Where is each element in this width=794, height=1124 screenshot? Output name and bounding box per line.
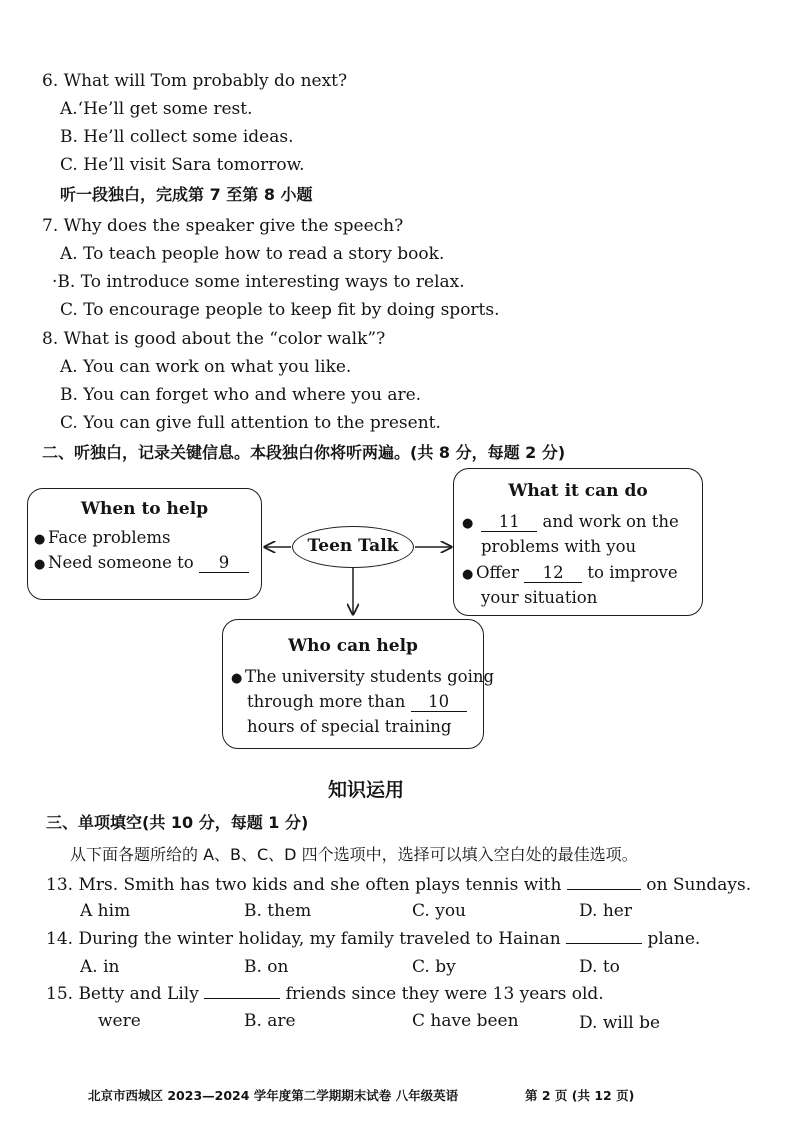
monologue-instruction: 听一段独白，完成第 7 至第 8 小题	[60, 185, 313, 204]
footer-exam-info: 北京市西城区 2023—2024 学年度第二学期期末试卷 八年级英语	[88, 1088, 459, 1103]
teen-talk-node	[292, 526, 414, 568]
q15-option-b: B. are	[244, 1011, 296, 1031]
q8-option-b: B. You can forget who and where you are.	[60, 385, 422, 405]
q7-option-c: C. To encourage people to keep fit by doing sports.	[60, 300, 500, 320]
section2-heading: 二、听独白，记录关键信息。本段独白你将听两遍。(共 8 分，每题 2 分)	[42, 443, 566, 462]
who-item-line2: through more than 10	[247, 689, 467, 714]
when-item-2: ● Need someone to 9	[34, 550, 249, 577]
q8-option-a: A. You can work on what you like.	[60, 357, 352, 377]
teen-talk-label: Teen Talk	[307, 536, 399, 556]
what-item-2: ● Offer 12 to improve	[462, 560, 678, 587]
knowledge-title: 知识运用	[328, 779, 405, 801]
q6-question: 6. What will Tom probably do next?	[42, 71, 348, 91]
q13-blank	[567, 889, 641, 890]
who-item-line1: ● The university students going	[231, 664, 494, 691]
blank-11: 11	[481, 513, 537, 532]
q6-option-b: B. He’ll collect some ideas.	[60, 127, 294, 147]
q7-question: 7. Why does the speaker give the speech?	[42, 216, 404, 236]
q13-option-a: A him	[80, 901, 131, 921]
q14-question: 14. During the winter holiday, my family traveled to Hainan plane.	[46, 929, 701, 949]
q13-question: 13. Mrs. Smith has two kids and she often plays tennis with on Sundays.	[46, 875, 752, 895]
q7-option-b: ·B. To introduce some interesting ways to relax.	[52, 272, 465, 292]
what-it-can-do-box	[453, 468, 703, 616]
bullet-icon: ●	[462, 567, 474, 582]
q14-blank	[566, 943, 642, 944]
who-item-line3: hours of special training	[247, 717, 452, 736]
bullet-icon: ●	[34, 557, 46, 572]
blank-9: 9	[199, 554, 249, 573]
q14-option-c: C. by	[412, 957, 456, 977]
what-it-can-do-title: What it can do	[508, 481, 648, 501]
q6-option-a: A.‘He’ll get some rest.	[60, 99, 253, 119]
what-item-2-line2: your situation	[481, 588, 598, 607]
section3-heading: 三、单项填空(共 10 分，每题 1 分)	[46, 813, 309, 832]
what-item-1: ● 11 and work on the	[462, 509, 679, 536]
who-can-help-box	[222, 619, 495, 749]
what-item-1-line2: problems with you	[481, 537, 637, 556]
q14-option-b: B. on	[244, 957, 289, 977]
footer-page-number: 第 2 页 (共 12 页)	[525, 1088, 635, 1103]
q7-option-a: A. To teach people how to read a story book.	[60, 244, 445, 264]
q14-option-d: D. to	[579, 957, 620, 977]
bullet-icon: ●	[462, 516, 474, 531]
q15-blank	[204, 998, 280, 999]
blank-10: 10	[411, 693, 467, 712]
who-can-help-title: Who can help	[288, 636, 418, 656]
q13-option-c: C. you	[412, 901, 466, 921]
q14-option-a: A. in	[80, 957, 120, 977]
section3-instruction: 从下面各题所给的 A、B、C、D 四个选项中，选择可以填入空白处的最佳选项。	[70, 845, 638, 864]
q15-question: 15. Betty and Lily friends since they were 13 years old.	[46, 984, 604, 1004]
when-to-help-title: When to help	[80, 499, 209, 519]
blank-12: 12	[524, 564, 582, 583]
q15-option-a: were	[98, 1011, 141, 1031]
q8-question: 8. What is good about the “color walk”?	[42, 329, 386, 349]
q13-option-d: D. her	[579, 901, 632, 921]
q15-option-c: C have been	[412, 1011, 519, 1031]
q6-option-c: C. He’ll visit Sara tomorrow.	[60, 155, 305, 175]
when-to-help-box	[27, 488, 262, 600]
q13-option-b: B. them	[244, 901, 312, 921]
when-item-1: ● Face problems	[34, 525, 171, 552]
bullet-icon: ●	[231, 671, 243, 686]
bullet-icon: ●	[34, 532, 46, 547]
q8-option-c: C. You can give full attention to the present.	[60, 413, 441, 433]
q15-option-d: D. will be	[579, 1013, 661, 1033]
